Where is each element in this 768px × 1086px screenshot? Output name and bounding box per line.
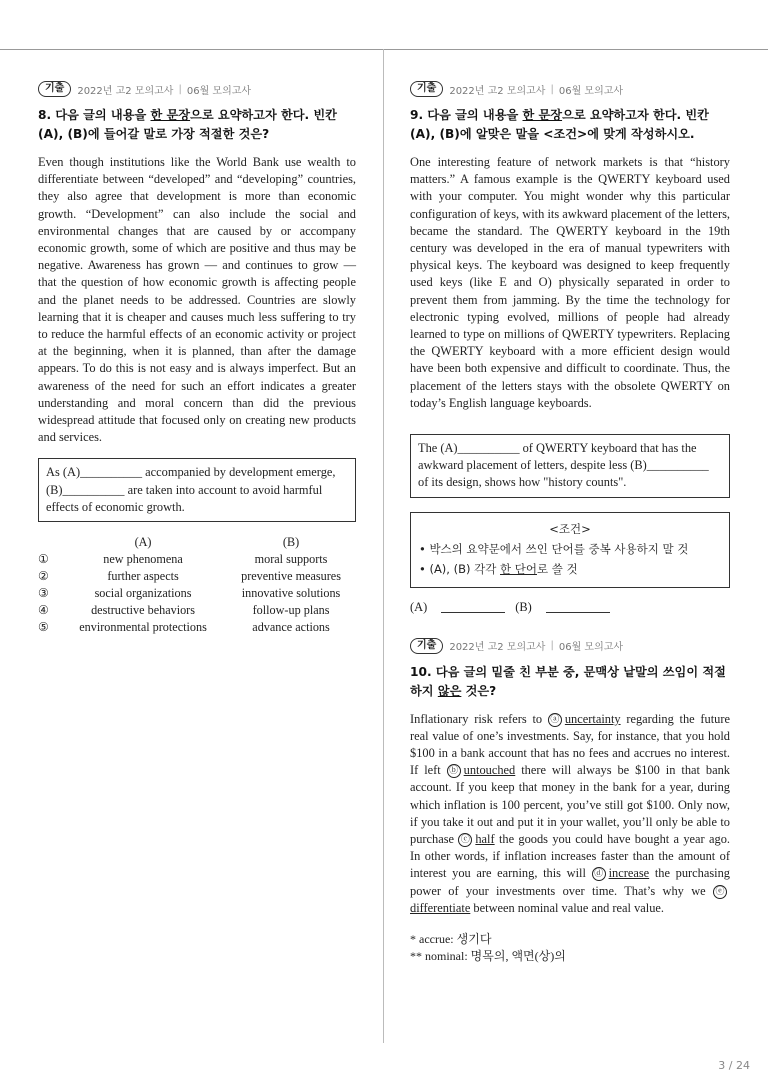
source-tag xyxy=(410,637,730,655)
condition-title: <조건> xyxy=(549,521,591,536)
underlined-word-e: differentiate xyxy=(410,900,471,915)
condition-text: (A), (B) 각각 xyxy=(429,561,500,576)
marker-c: ⓒ xyxy=(458,833,472,847)
question-title xyxy=(410,663,730,701)
option-number: ④ xyxy=(38,603,49,618)
page-number: 3 / 24 xyxy=(718,1059,750,1072)
option-row[interactable] xyxy=(38,602,356,619)
summary-box: As (A)__________ accompanied by development emerge, (B)__________ are taken into account to avoid harmful effects of economic growth. xyxy=(38,458,356,522)
separator: | xyxy=(550,83,554,95)
answer-a-label: (A) xyxy=(410,599,428,614)
marker-e: ⓔ xyxy=(713,885,727,899)
passage-text: the goods you could have bought a year ago. In other words, if inflation increases faster than the amount of interest you are earning, this will xyxy=(410,832,730,881)
answer-line xyxy=(410,600,730,615)
answer-options xyxy=(38,534,356,636)
col-b-head: (B) xyxy=(282,535,300,550)
option-b: innovative solutions xyxy=(241,586,341,601)
header-rule xyxy=(0,49,768,50)
underlined-word-a: uncertainty xyxy=(564,711,621,726)
option-number: ③ xyxy=(38,586,49,601)
option-row[interactable] xyxy=(38,585,356,602)
badge: 기출 xyxy=(38,81,71,97)
column-divider xyxy=(383,49,384,1043)
option-number: ⑤ xyxy=(38,620,49,635)
title-text: 8. 다음 글의 내용을 xyxy=(38,108,151,122)
condition-text: 로 쓸 것 xyxy=(536,561,578,576)
option-number: ① xyxy=(38,552,49,567)
source-month: 06월 모의고사 xyxy=(558,642,624,654)
answer-b-label: (B) xyxy=(515,599,532,614)
marker-d: ⓓ xyxy=(592,867,606,881)
condition-box xyxy=(410,512,730,588)
title-text: 것은? xyxy=(461,683,497,698)
footnote: * accrue: 생기다 xyxy=(410,932,492,947)
title-underlined: 한 문장 xyxy=(150,108,191,122)
answer-a-blank[interactable] xyxy=(441,602,505,613)
option-a: new phenomena xyxy=(103,552,183,567)
option-b: advance actions xyxy=(252,620,330,635)
option-a: environmental protections xyxy=(79,620,207,635)
passage xyxy=(410,711,730,917)
source-year: 2022년 고2 모의고사 xyxy=(449,642,546,654)
title-text: 으로 요약하고자 한다. 빈칸 (A), (B)에 알맞은 말을 <조건>에 맞게 작성하시오. xyxy=(410,108,709,141)
passage-text: between nominal value and real value. xyxy=(470,900,665,915)
option-a: destructive behaviors xyxy=(91,603,195,618)
source-tag xyxy=(410,80,730,98)
passage-text: Inflationary risk refers to xyxy=(410,711,548,726)
separator: | xyxy=(178,83,182,95)
source-month: 06월 모의고사 xyxy=(558,85,624,97)
marker-b: ⓑ xyxy=(447,764,461,778)
separator: | xyxy=(550,640,554,652)
question-title xyxy=(410,106,730,144)
condition-underlined: 한 단어 xyxy=(500,561,537,576)
source-month: 06월 모의고사 xyxy=(186,85,252,97)
passage: One interesting feature of network markets is that “history matters.” A famous example is the QWERTY keyboard used with your computer. You might wonder why this particular configuration of keys, with its awkward placement of the letters, became the standard. The QWERTY keyboard in the 19th century was developed in the era of manual typewriters with physical keys. The keyboard was designed to keep frequently used keys (like E and O) physically separated in order to prevent them from jamming. By the time the technology for electronic typing evolved, millions of people had already learned to type on millions of QWERTY typewriters. Replacing the QWERTY keyboard with a more efficient design would have been both expensive and difficult to coordinate. Thus, the placement of the letters stays with the obsolete QWERTY on today’s English language keyboards. xyxy=(410,155,730,410)
title-text: 9. 다음 글의 내용을 xyxy=(410,108,523,122)
passage-text: regarding the future real value of one’s investments. Say, for instance, that you hold $100 in a bank account that has no fees and accrues no interest. If left xyxy=(410,711,730,778)
source-year: 2022년 고2 모의고사 xyxy=(77,85,174,97)
source-tag xyxy=(38,80,356,98)
title-underlined: 않은 xyxy=(437,683,462,698)
footnote: ** nominal: 명목의, 액면(상)의 xyxy=(410,949,566,964)
marker-a: ⓐ xyxy=(548,713,562,727)
question-10 xyxy=(410,637,730,965)
footnotes xyxy=(410,931,730,965)
option-b: follow-up plans xyxy=(252,603,330,618)
question-title xyxy=(38,106,356,144)
question-9 xyxy=(410,80,730,615)
option-number: ② xyxy=(38,569,49,584)
passage-text: the purchasing power of your investments over time. That’s why we xyxy=(410,866,730,898)
option-a: further aspects xyxy=(107,569,179,584)
option-row[interactable] xyxy=(38,551,356,568)
title-underlined: 한 문장 xyxy=(522,108,563,122)
underlined-word-b: untouched xyxy=(463,763,516,778)
option-row[interactable] xyxy=(38,568,356,585)
question-8 xyxy=(38,80,356,636)
option-b: preventive measures xyxy=(241,569,341,584)
title-text: 10. 다음 글의 밑줄 친 부분 중, 문맥상 낱말의 쓰임이 적절하지 xyxy=(410,664,726,698)
passage-text: there will always be $100 in that bank account. If you keep that money in the bank for a year, during which inflation is 100 percent, you’ve still got $100. Only now, if you take it out and put it in your wallet, you’ll only be able to purchase xyxy=(410,763,730,847)
badge: 기출 xyxy=(410,638,443,654)
option-a: social organizations xyxy=(94,586,192,601)
right-column xyxy=(410,80,730,965)
col-a-head: (A) xyxy=(134,535,152,550)
condition-item xyxy=(419,559,721,579)
answer-b-blank[interactable] xyxy=(546,602,610,613)
badge: 기출 xyxy=(410,81,443,97)
source-year: 2022년 고2 모의고사 xyxy=(449,85,546,97)
passage: Even though institutions like the World Bank use wealth to differentiate between “developed” and “developing” countries, they also agree that development is more than economic growth. “Development” can also include the social and environmental changes that are caused by or accompany economic growth, some of which are positive and thus may be negative. Awareness has grown — and continues to grow — that the question of how economic growth is affecting people and the planet needs to be addressed. Countries are slowly learning that it is cheaper and causes much less suffering to try to reduce the harmful effects of an economic activity or project at the beginning, when it is planned, than after the damage appears. To do this is not easy and is always imperfect. But an awareness of the need for such an effort indicates a greater understanding and moral concern than did the previous widespread attitude that focused only on creating new products and services. xyxy=(38,155,356,445)
option-b: moral supports xyxy=(254,552,328,567)
summary-box: The (A)__________ of QWERTY keyboard that has the awkward placement of letters, despite less (B)__________ of its design, shows how "history counts". xyxy=(410,434,730,498)
option-row[interactable] xyxy=(38,619,356,636)
condition-item: • 박스의 요약문에서 쓰인 단어를 중복 사용하지 말 것 xyxy=(419,539,721,559)
underlined-word-d: increase xyxy=(608,866,650,881)
options-header xyxy=(38,534,356,551)
underlined-word-c: half xyxy=(475,832,495,847)
title-text: 으로 요약하고자 한다. 빈칸 (A), (B)에 들어갈 말로 가장 적절한 것은? xyxy=(38,108,337,141)
